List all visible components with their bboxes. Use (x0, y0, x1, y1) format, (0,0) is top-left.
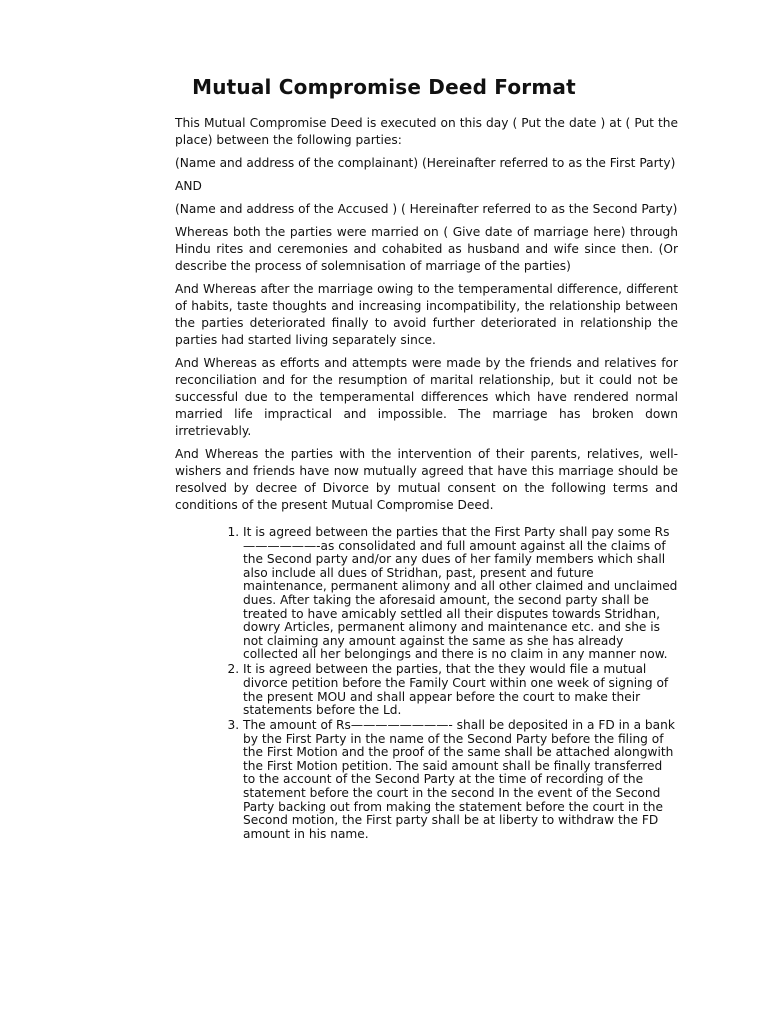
term-item-2: 2. It is agreed between the parties, that the they would file a mutual divorce petition before the Family Court within one week of signing of the present MOU and shall appear before the court to make their statements before the Ld. (243, 663, 678, 717)
terms-list (175, 526, 678, 841)
paragraph-execution: This Mutual Compromise Deed is executed on this day ( Put the date ) at ( Put the place) between the following parties: (175, 116, 678, 147)
paragraph-agreement: And Whereas the parties with the intervention of their parents, relatives, well-wishers and friends have now mutually agreed that have this marriage should be resolved by decree of Divorce by mutual consent on the following terms and conditions of the present Mutual Compromise Deed. (175, 447, 678, 512)
document-title: Mutual Compromise Deed Format (192, 75, 576, 99)
paragraph-and: AND (175, 179, 202, 193)
paragraph-reconciliation: And Whereas as efforts and attempts were made by the friends and relatives for reconciliation and for the resumption of marital relationship, but it could not be successful due to the temperamental differences which have rendered normal married life impractical and impossible. The marriage has broken down irretrievably. (175, 356, 678, 438)
paragraph-marriage: Whereas both the parties were married on ( Give date of marriage here) through Hindu rites and ceremonies and cohabited as husband and wife since then. (Or describe the process of solemnisation of marriage of the parties) (175, 225, 678, 273)
paragraph-first-party: (Name and address of the complainant) (Hereinafter referred to as the First Party) (175, 156, 676, 170)
term-item-3: 3. The amount of Rs————————- shall be deposited in a FD in a bank by the First Party in the name of the Second Party before the filing of the First Motion and the proof of the same shall be attached alongwith the First Motion petition. The said amount shall be finally transferred to the account of the Second Party at the time of recording of the statement before the court in the second In the event of the Second Party backing out from making the statement before the court in the Second motion, the First party shall be at liberty to withdraw the FD amount in his name. (243, 719, 678, 841)
paragraph-second-party: (Name and address of the Accused ) ( Hereinafter referred to as the Second Party) (175, 202, 678, 216)
document-body (175, 115, 678, 843)
paragraph-separation: And Whereas after the marriage owing to the temperamental difference, different of habits, taste thoughts and increasing incompatibility, the relationship between the parties deteriorated finally to avoid further deteriorated in relationship the parties had started living separately since. (175, 282, 678, 347)
term-item-1: 1. It is agreed between the parties that the First Party shall pay some Rs——————-as consolidated and full amount against all the claims of the Second party and/or any dues of her family members which shall also include all dues of Stridhan, past, present and future maintenance, permanent alimony and all other claimed and unclaimed dues. After taking the aforesaid amount, the second party shall be treated to have amicably settled all their disputes towards Stridhan, dowry Articles, permanent alimony and maintenance etc. and she is not claiming any amount against the same as she has already collected all her belongings and there is no claim in any manner now. (243, 526, 678, 662)
